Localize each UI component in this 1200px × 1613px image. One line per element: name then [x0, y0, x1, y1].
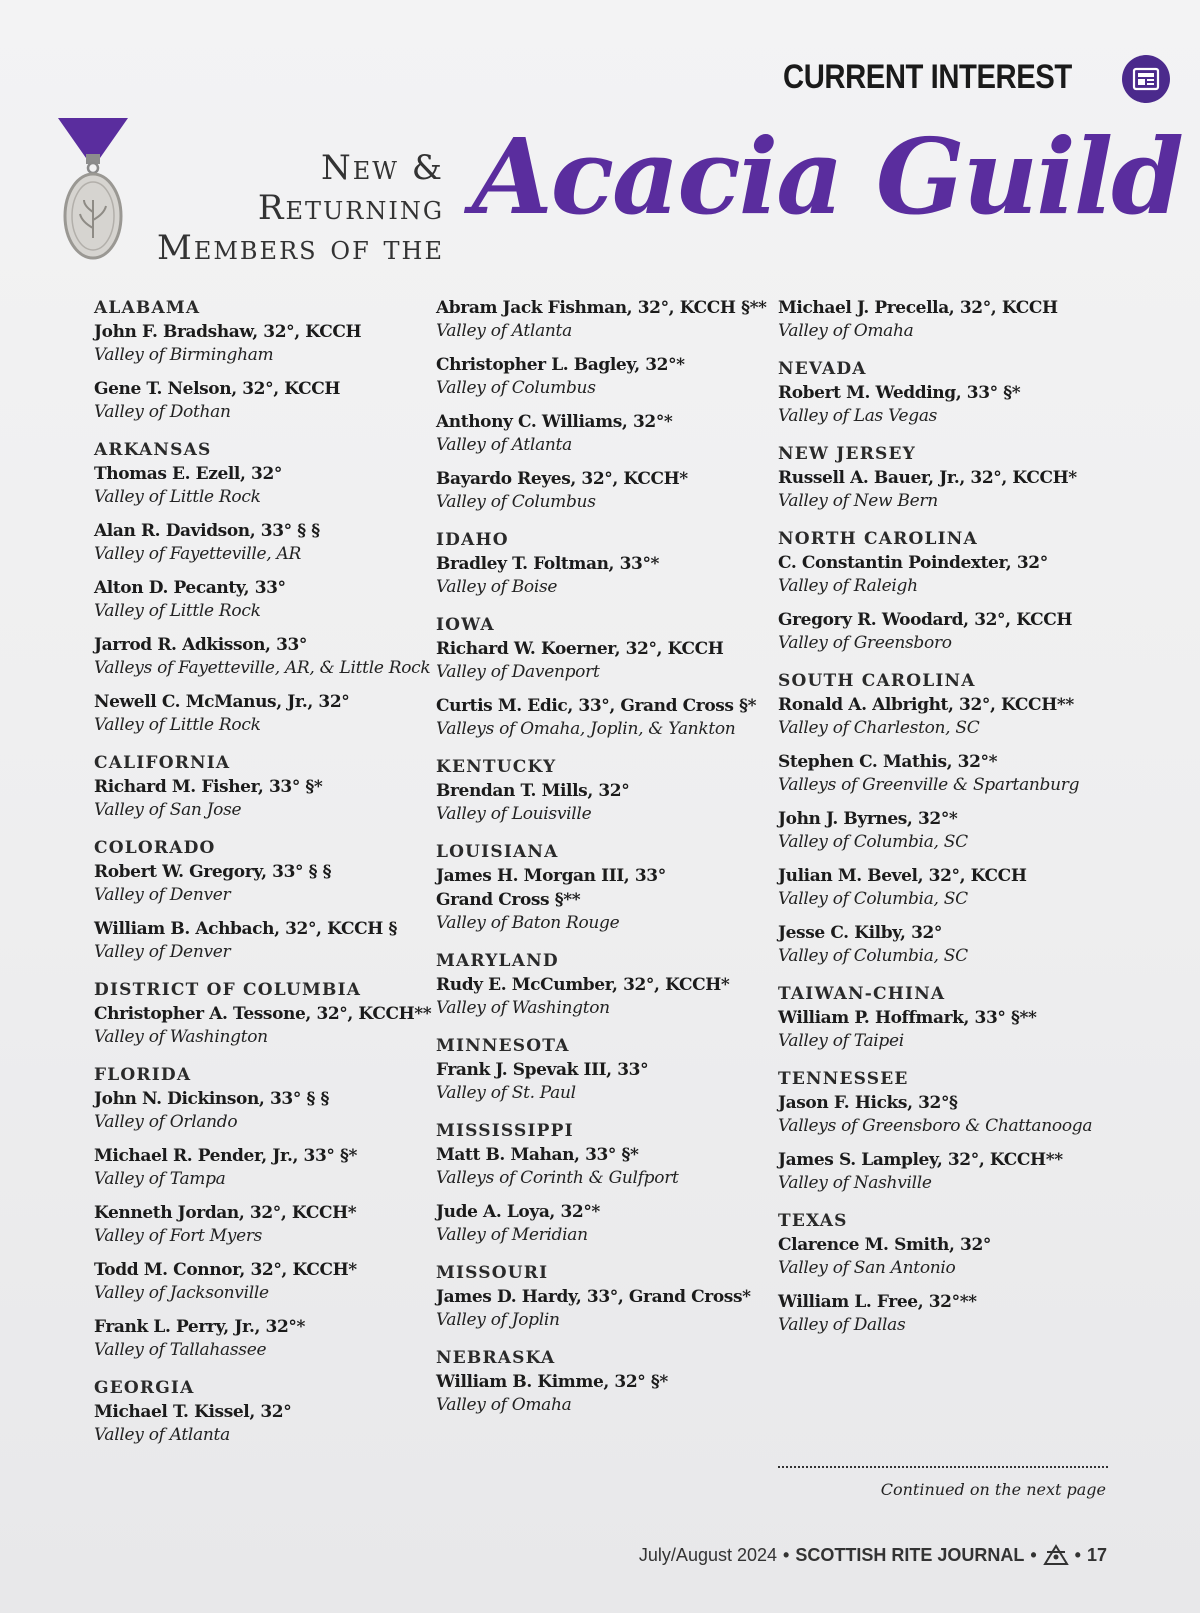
member-name: John J. Byrnes, 32°*	[778, 809, 958, 829]
member-name: Robert M. Wedding, 33° §*	[778, 383, 1021, 403]
member-entry	[436, 637, 766, 684]
member-valley: Valley of Washington	[94, 1027, 268, 1047]
heading-script: Acacia Guild	[472, 115, 1182, 238]
member-valley: Valley of Atlanta	[436, 321, 572, 341]
member-entry	[436, 1058, 766, 1105]
members-column-2	[436, 296, 766, 1427]
member-entry	[94, 1201, 424, 1248]
member-valley: Valley of Joplin	[436, 1310, 560, 1330]
state-heading: GEORGIA	[94, 1378, 195, 1398]
member-valley: Valley of Fort Myers	[94, 1226, 263, 1246]
member-valley: Valley of Taipei	[778, 1031, 904, 1051]
member-entry	[778, 921, 1108, 968]
member-name: Abram Jack Fishman, 32°, KCCH §**	[436, 298, 767, 318]
newspaper-icon	[1122, 55, 1170, 103]
member-name: Christopher L. Bagley, 32°*	[436, 355, 685, 375]
footer-journal: SCOTTISH RITE JOURNAL	[795, 1544, 1025, 1565]
member-entry	[94, 576, 424, 623]
member-valley: Valley of San Jose	[94, 800, 242, 820]
state-heading: ALABAMA	[94, 298, 201, 318]
double-eagle-emblem-icon	[1043, 1544, 1069, 1566]
heading-line-1: New & Returning	[257, 148, 444, 228]
member-name: Brendan T. Mills, 32°	[436, 781, 630, 801]
state-heading: MINNESOTA	[436, 1036, 570, 1056]
state-heading: NEVADA	[778, 359, 867, 379]
member-name: Christopher A. Tessone, 32°, KCCH**	[94, 1004, 432, 1024]
state-heading: TEXAS	[778, 1211, 848, 1231]
state-heading: MISSOURI	[436, 1263, 549, 1283]
member-entry	[436, 973, 766, 1020]
member-valley: Valley of Louisville	[436, 804, 592, 824]
member-valley: Valley of Columbus	[436, 492, 596, 512]
state-heading: ARKANSAS	[94, 440, 212, 460]
member-valley: Valley of Greensboro	[778, 633, 952, 653]
state-heading: COLORADO	[94, 838, 216, 858]
member-name: Kenneth Jordan, 32°, KCCH*	[94, 1203, 357, 1223]
members-column-3	[778, 296, 1108, 1347]
member-valley: Valleys of Fayetteville, AR, & Little Rock	[94, 658, 431, 678]
member-entry	[94, 320, 424, 367]
member-entry	[94, 633, 431, 680]
member-entry	[436, 694, 766, 741]
member-valley: Valley of Columbia, SC	[778, 832, 968, 852]
footer-separator: •	[1074, 1544, 1081, 1565]
footer-separator: •	[1030, 1544, 1037, 1565]
member-valley: Valley of Jacksonville	[94, 1283, 269, 1303]
state-heading: TENNESSEE	[778, 1069, 909, 1089]
member-entry	[778, 381, 1108, 428]
member-name: Richard W. Koerner, 32°, KCCH	[436, 639, 724, 659]
member-valley: Valley of Atlanta	[436, 435, 572, 455]
member-name: Jesse C. Kilby, 32°	[778, 923, 943, 943]
member-entry	[778, 1006, 1108, 1053]
member-entry	[778, 807, 1108, 854]
page-number: 17	[1086, 1544, 1107, 1565]
footer-separator: •	[783, 1544, 790, 1565]
member-entry	[778, 1233, 1108, 1280]
member-valley: Valley of Baton Rouge	[436, 913, 620, 933]
member-entry	[436, 467, 766, 514]
member-entry	[436, 353, 766, 400]
state-heading: FLORIDA	[94, 1065, 192, 1085]
member-valley: Valley of New Bern	[778, 491, 938, 511]
member-entry	[436, 296, 766, 343]
member-entry	[94, 1315, 424, 1362]
member-name: C. Constantin Poindexter, 32°	[778, 553, 1048, 573]
member-valley: Valley of Omaha	[778, 321, 914, 341]
member-entry	[778, 1290, 1108, 1337]
state-heading: TAIWAN-CHINA	[778, 984, 946, 1004]
member-entry	[94, 1258, 424, 1305]
member-name: Todd M. Connor, 32°, KCCH*	[94, 1260, 357, 1280]
member-valley: Valley of Columbia, SC	[778, 889, 968, 909]
state-heading: SOUTH CAROLINA	[778, 671, 976, 691]
member-entry	[94, 377, 424, 424]
member-entry	[94, 1002, 432, 1049]
member-valley: Valley of St. Paul	[436, 1083, 576, 1103]
member-valley: Valley of Little Rock	[94, 487, 261, 507]
member-valley: Valley of Boise	[436, 577, 558, 597]
state-heading: CALIFORNIA	[94, 753, 231, 773]
member-name: Alan R. Davidson, 33° § §	[94, 521, 320, 541]
member-valley: Valley of Fayetteville, AR	[94, 544, 301, 564]
member-valley: Valley of Nashville	[778, 1173, 932, 1193]
member-name: Ronald A. Albright, 32°, KCCH**	[778, 695, 1074, 715]
member-entry	[778, 1148, 1108, 1195]
member-valley: Valleys of Omaha, Joplin, & Yankton	[436, 719, 736, 739]
member-name: William B. Kimme, 32° §*	[436, 1372, 668, 1392]
member-name: Jude A. Loya, 32°*	[436, 1202, 600, 1222]
member-valley: Valley of Charleston, SC	[778, 718, 980, 738]
member-entry	[778, 296, 1108, 343]
member-entry	[436, 864, 766, 935]
member-name: Bayardo Reyes, 32°, KCCH*	[436, 469, 688, 489]
member-valley: Valley of Dallas	[778, 1315, 906, 1335]
member-valley: Valley of Columbia, SC	[778, 946, 968, 966]
member-name: Michael T. Kissel, 32°	[94, 1402, 292, 1422]
member-entry	[436, 410, 766, 457]
member-name: Clarence M. Smith, 32°	[778, 1235, 992, 1255]
member-entry	[94, 1087, 424, 1134]
member-valley: Valley of Tampa	[94, 1169, 226, 1189]
member-name: James H. Morgan III, 33°	[436, 866, 666, 886]
continued-note: Continued on the next page	[880, 1480, 1106, 1499]
member-valley: Valley of Columbus	[436, 378, 596, 398]
member-name: Bradley T. Foltman, 33°*	[436, 554, 660, 574]
member-entry	[436, 552, 766, 599]
member-name: Gregory R. Woodard, 32°, KCCH	[778, 610, 1073, 630]
member-entry	[94, 860, 424, 907]
member-valley: Valley of Little Rock	[94, 601, 261, 621]
member-entry	[94, 775, 424, 822]
member-entry	[94, 1144, 424, 1191]
member-name: John F. Bradshaw, 32°, KCCH	[94, 322, 362, 342]
member-entry	[436, 1370, 766, 1417]
member-name: Rudy E. McCumber, 32°, KCCH*	[436, 975, 730, 995]
member-name: Frank J. Spevak III, 33°	[436, 1060, 649, 1080]
member-valley: Valley of Meridian	[436, 1225, 588, 1245]
member-valley: Valley of Davenport	[436, 662, 600, 682]
state-heading: LOUISIANA	[436, 842, 559, 862]
member-name: William P. Hoffmark, 33° §**	[778, 1008, 1037, 1028]
member-entry	[778, 1091, 1108, 1138]
page-footer	[639, 1544, 1107, 1566]
member-name: Jason F. Hicks, 32°§	[778, 1093, 958, 1113]
member-name: Jarrod R. Adkisson, 33°	[94, 635, 308, 655]
member-valley: Valley of Raleigh	[778, 576, 918, 596]
member-entry	[778, 608, 1108, 655]
member-entry	[94, 519, 424, 566]
member-entry	[94, 917, 424, 964]
member-entry	[778, 693, 1108, 740]
member-entry	[436, 1285, 766, 1332]
member-entry	[778, 864, 1108, 911]
member-name: William L. Free, 32°**	[778, 1292, 977, 1312]
state-heading: IDAHO	[436, 530, 509, 550]
member-valley: Valleys of Greenville & Spartanburg	[778, 775, 1080, 795]
member-valley: Valley of Atlanta	[94, 1425, 230, 1445]
member-valley: Valley of Denver	[94, 885, 231, 905]
section-label: CURRENT INTEREST	[783, 58, 1072, 96]
member-name: Thomas E. Ezell, 32°	[94, 464, 282, 484]
acacia-medal-icon	[58, 118, 128, 260]
member-name-cont: Grand Cross §**	[436, 890, 581, 910]
heading-caps	[130, 148, 444, 268]
continued-divider	[778, 1466, 1108, 1468]
state-heading: MARYLAND	[436, 951, 559, 971]
member-entry	[778, 551, 1108, 598]
member-name: Stephen C. Mathis, 32°*	[778, 752, 998, 772]
member-name: Curtis M. Edic, 33°, Grand Cross §*	[436, 696, 757, 716]
member-entry	[778, 466, 1108, 513]
member-name: Newell C. McManus, Jr., 32°	[94, 692, 350, 712]
member-valley: Valley of San Antonio	[778, 1258, 956, 1278]
member-name: James D. Hardy, 33°, Grand Cross*	[436, 1287, 751, 1307]
member-entry	[94, 1400, 424, 1447]
member-valley: Valley of Denver	[94, 942, 231, 962]
member-entry	[778, 750, 1108, 797]
member-entry	[436, 779, 766, 826]
heading-line-2: Members of the	[157, 228, 444, 268]
member-valley: Valley of Little Rock	[94, 715, 261, 735]
member-valley: Valley of Omaha	[436, 1395, 572, 1415]
member-entry	[436, 1200, 766, 1247]
member-entry	[94, 690, 424, 737]
state-heading: NORTH CAROLINA	[778, 529, 978, 549]
member-valley: Valley of Birmingham	[94, 345, 274, 365]
state-heading: KENTUCKY	[436, 757, 557, 777]
member-valley: Valley of Orlando	[94, 1112, 238, 1132]
member-name: Frank L. Perry, Jr., 32°*	[94, 1317, 305, 1337]
member-name: Anthony C. Williams, 32°*	[436, 412, 673, 432]
state-heading: IOWA	[436, 615, 495, 635]
member-valley: Valleys of Corinth & Gulfport	[436, 1168, 679, 1188]
member-name: Richard M. Fisher, 33° §*	[94, 777, 323, 797]
member-valley: Valley of Tallahassee	[94, 1340, 267, 1360]
member-entry	[436, 1143, 766, 1190]
footer-issue: July/August 2024	[638, 1544, 778, 1565]
member-name: Robert W. Gregory, 33° § §	[94, 862, 332, 882]
member-entry	[94, 462, 424, 509]
state-heading: NEW JERSEY	[778, 444, 917, 464]
state-heading: DISTRICT OF COLUMBIA	[94, 980, 362, 1000]
member-name: Russell A. Bauer, Jr., 32°, KCCH*	[778, 468, 1077, 488]
members-column-1	[94, 296, 432, 1457]
member-valley: Valley of Las Vegas	[778, 406, 938, 426]
member-name: Julian M. Bevel, 32°, KCCH	[778, 866, 1027, 886]
member-name: Gene T. Nelson, 32°, KCCH	[94, 379, 341, 399]
state-heading: MISSISSIPPI	[436, 1121, 574, 1141]
member-name: John N. Dickinson, 33° § §	[94, 1089, 329, 1109]
member-valley: Valleys of Greensboro & Chattanooga	[778, 1116, 1093, 1136]
state-heading: NEBRASKA	[436, 1348, 556, 1368]
member-name: Michael J. Precella, 32°, KCCH	[778, 298, 1058, 318]
member-name: Michael R. Pender, Jr., 33° §*	[94, 1146, 357, 1166]
member-name: William B. Achbach, 32°, KCCH §	[94, 919, 397, 939]
member-valley: Valley of Dothan	[94, 402, 231, 422]
member-valley: Valley of Washington	[436, 998, 610, 1018]
member-name: James S. Lampley, 32°, KCCH**	[778, 1150, 1063, 1170]
member-name: Matt B. Mahan, 33° §*	[436, 1145, 639, 1165]
member-name: Alton D. Pecanty, 33°	[94, 578, 286, 598]
